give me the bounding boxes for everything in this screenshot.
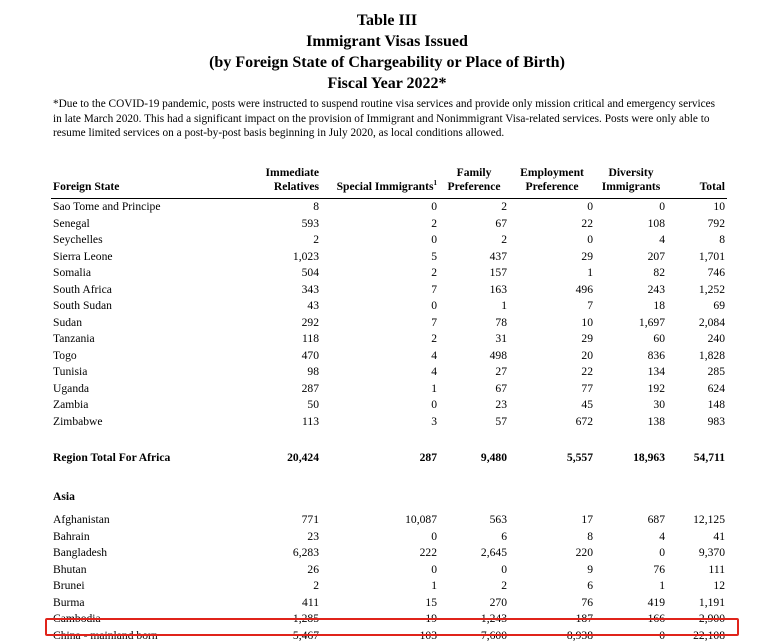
value-cell: 746 xyxy=(667,265,727,282)
value-cell: 1,243 xyxy=(439,611,509,628)
value-cell: 45 xyxy=(509,397,595,414)
value-cell: 983 xyxy=(667,414,727,431)
value-cell: 76 xyxy=(509,595,595,612)
table-row xyxy=(51,414,727,431)
value-cell: 43 xyxy=(241,298,321,315)
value-cell: 563 xyxy=(439,512,509,529)
value-cell: 243 xyxy=(595,282,667,299)
value-cell: 60 xyxy=(595,331,667,348)
value-cell: 1,828 xyxy=(667,348,727,365)
value-cell: 0 xyxy=(595,199,667,216)
value-cell: 1 xyxy=(439,298,509,315)
country-cell: Tanzania xyxy=(51,331,241,348)
table-row xyxy=(51,199,727,216)
value-cell: 18 xyxy=(595,298,667,315)
africa-rows xyxy=(51,199,727,431)
value-cell: 6,283 xyxy=(241,545,321,562)
value-cell: 98 xyxy=(241,364,321,381)
table-row xyxy=(51,298,727,315)
value-cell: 10 xyxy=(509,315,595,332)
table-row xyxy=(51,397,727,414)
value-cell: 2 xyxy=(241,232,321,249)
header-row xyxy=(51,166,727,199)
value-cell: 82 xyxy=(595,265,667,282)
table-row xyxy=(51,265,727,282)
covid-note: *Due to the COVID-19 pandemic, posts were instructed to suspend routine visa services and provide only mission critical and emergency services in late March 2020. This had a significant impact on the provision of Immigrant and Nonimmigrant Visa-related services. Posts were only able to resume limited services on a post-by-post basis beginning in July 2020, as local conditions allowed. xyxy=(53,97,723,141)
header-foreign-state: Foreign State xyxy=(51,166,241,199)
country-cell: Somalia xyxy=(51,265,241,282)
value-cell: 2,084 xyxy=(667,315,727,332)
header-special-immigrants: Special Immigrants$^1$ xyxy=(321,166,439,199)
value-cell: 166 xyxy=(595,611,667,628)
value-cell: 111 xyxy=(667,562,727,579)
country-cell: Seychelles xyxy=(51,232,241,249)
country-cell: Bahrain xyxy=(51,529,241,546)
table-row xyxy=(51,562,727,579)
value-cell: 1,252 xyxy=(667,282,727,299)
value-cell: 2 xyxy=(439,199,509,216)
value-cell: 15 xyxy=(321,595,439,612)
header-diversity-immigrants: Diversity Immigrants xyxy=(595,166,667,199)
value-cell: 0 xyxy=(321,529,439,546)
value-cell: 792 xyxy=(667,216,727,233)
value-cell: 0 xyxy=(439,562,509,579)
value-cell: 17 xyxy=(509,512,595,529)
table-row xyxy=(51,578,727,595)
value-cell: 222 xyxy=(321,545,439,562)
table-row xyxy=(51,232,727,249)
value-cell: 30 xyxy=(595,397,667,414)
table-row xyxy=(51,512,727,529)
value-cell: 1,701 xyxy=(667,249,727,266)
country-cell: South Sudan xyxy=(51,298,241,315)
value-cell: 2 xyxy=(439,232,509,249)
value-cell: 7 xyxy=(509,298,595,315)
value-cell: 220 xyxy=(509,545,595,562)
value-cell: 23 xyxy=(241,529,321,546)
value-cell: 8 xyxy=(509,529,595,546)
value-cell: 134 xyxy=(595,364,667,381)
value-cell: 10 xyxy=(667,199,727,216)
header-immediate-relatives: Immediate Relatives xyxy=(241,166,321,199)
value-cell: 3 xyxy=(321,414,439,431)
table-row xyxy=(51,381,727,398)
value-cell: 287 xyxy=(241,381,321,398)
value-cell: 1 xyxy=(321,381,439,398)
value-cell: 9 xyxy=(509,562,595,579)
value-cell: 0 xyxy=(595,628,667,644)
value-cell: 78 xyxy=(439,315,509,332)
value-cell: 836 xyxy=(595,348,667,365)
country-cell: Brunei xyxy=(51,578,241,595)
value-cell: 2,645 xyxy=(439,545,509,562)
table-row xyxy=(51,529,727,546)
value-cell: 504 xyxy=(241,265,321,282)
table-row xyxy=(51,315,727,332)
value-cell: 470 xyxy=(241,348,321,365)
value-cell: 496 xyxy=(509,282,595,299)
country-cell: Zimbabwe xyxy=(51,414,241,431)
value-cell: 8,938 xyxy=(509,628,595,644)
value-cell: 22 xyxy=(509,364,595,381)
value-cell: 31 xyxy=(439,331,509,348)
country-cell: Bhutan xyxy=(51,562,241,579)
table-row xyxy=(51,282,727,299)
value-cell: 8 xyxy=(241,199,321,216)
value-cell: 687 xyxy=(595,512,667,529)
header-total: Total xyxy=(667,166,727,199)
value-cell: 292 xyxy=(241,315,321,332)
value-cell: 1,285 xyxy=(241,611,321,628)
country-cell: China - mainland born xyxy=(51,628,241,644)
value-cell: 771 xyxy=(241,512,321,529)
value-cell: 0 xyxy=(321,199,439,216)
value-cell: 57 xyxy=(439,414,509,431)
value-cell: 0 xyxy=(509,199,595,216)
value-cell: 0 xyxy=(321,232,439,249)
value-cell: 0 xyxy=(321,562,439,579)
highlight-box xyxy=(45,618,739,636)
country-cell: Afghanistan xyxy=(51,512,241,529)
value-cell: 1,023 xyxy=(241,249,321,266)
table-row xyxy=(51,216,727,233)
value-cell: 103 xyxy=(321,628,439,644)
value-cell: 29 xyxy=(509,249,595,266)
value-cell: 1,697 xyxy=(595,315,667,332)
value-cell: 163 xyxy=(439,282,509,299)
value-cell: 187 xyxy=(509,611,595,628)
value-cell: 1 xyxy=(595,578,667,595)
country-cell: Senegal xyxy=(51,216,241,233)
value-cell: 7 xyxy=(321,282,439,299)
country-cell: Sierra Leone xyxy=(51,249,241,266)
asia-region-heading: Asia xyxy=(51,486,727,508)
value-cell: 7 xyxy=(321,315,439,332)
value-cell: 5 xyxy=(321,249,439,266)
value-cell: 20 xyxy=(509,348,595,365)
value-cell: 2 xyxy=(241,578,321,595)
value-cell: 240 xyxy=(667,331,727,348)
value-cell: 9,370 xyxy=(667,545,727,562)
header-employment-preference: Employment Preference xyxy=(509,166,595,199)
country-cell: Togo xyxy=(51,348,241,365)
value-cell: 27 xyxy=(439,364,509,381)
value-cell: 270 xyxy=(439,595,509,612)
value-cell: 12,125 xyxy=(667,512,727,529)
country-cell: Bangladesh xyxy=(51,545,241,562)
value-cell: 67 xyxy=(439,216,509,233)
country-cell: South Africa xyxy=(51,282,241,299)
value-cell: 2 xyxy=(321,216,439,233)
value-cell: 29 xyxy=(509,331,595,348)
value-cell: 77 xyxy=(509,381,595,398)
value-cell: 22,108 xyxy=(667,628,727,644)
value-cell: 1,191 xyxy=(667,595,727,612)
table-row xyxy=(51,331,727,348)
country-cell: Sudan xyxy=(51,315,241,332)
value-cell: 41 xyxy=(667,529,727,546)
value-cell: 498 xyxy=(439,348,509,365)
value-cell: 672 xyxy=(509,414,595,431)
value-cell: 108 xyxy=(595,216,667,233)
value-cell: 2 xyxy=(439,578,509,595)
africa-total-row: Region Total For Africa 20,424 287 9,480 5,557 18,963 54,711 xyxy=(51,447,727,469)
value-cell: 0 xyxy=(509,232,595,249)
value-cell: 50 xyxy=(241,397,321,414)
value-cell: 2 xyxy=(321,331,439,348)
value-cell: 624 xyxy=(667,381,727,398)
table-row xyxy=(51,249,727,266)
value-cell: 12 xyxy=(667,578,727,595)
header-family-preference: Family Preference xyxy=(439,166,509,199)
value-cell: 343 xyxy=(241,282,321,299)
table-row xyxy=(51,364,727,381)
value-cell: 285 xyxy=(667,364,727,381)
country-cell: Zambia xyxy=(51,397,241,414)
table-subtitle: (by Foreign State of Chargeability or Place of Birth) xyxy=(0,52,774,73)
country-cell: Burma xyxy=(51,595,241,612)
value-cell: 4 xyxy=(321,364,439,381)
value-cell: 207 xyxy=(595,249,667,266)
value-cell: 411 xyxy=(241,595,321,612)
value-cell: 4 xyxy=(595,529,667,546)
value-cell: 148 xyxy=(667,397,727,414)
value-cell: 76 xyxy=(595,562,667,579)
country-cell: Sao Tome and Principe xyxy=(51,199,241,216)
table-row xyxy=(51,545,727,562)
country-cell: Uganda xyxy=(51,381,241,398)
value-cell: 67 xyxy=(439,381,509,398)
value-cell: 1 xyxy=(321,578,439,595)
value-cell: 69 xyxy=(667,298,727,315)
value-cell: 138 xyxy=(595,414,667,431)
total-label: Region Total For Africa xyxy=(51,447,241,469)
title-block xyxy=(0,0,774,94)
value-cell: 4 xyxy=(595,232,667,249)
table-title: Immigrant Visas Issued xyxy=(0,31,774,52)
value-cell: 19 xyxy=(321,611,439,628)
value-cell: 157 xyxy=(439,265,509,282)
value-cell: 6 xyxy=(509,578,595,595)
value-cell: 0 xyxy=(595,545,667,562)
country-cell: Tunisia xyxy=(51,364,241,381)
country-cell: Cambodia xyxy=(51,611,241,628)
value-cell: 22 xyxy=(509,216,595,233)
value-cell: 5,467 xyxy=(241,628,321,644)
value-cell: 6 xyxy=(439,529,509,546)
value-cell: 2 xyxy=(321,265,439,282)
value-cell: 8 xyxy=(667,232,727,249)
value-cell: 7,600 xyxy=(439,628,509,644)
value-cell: 192 xyxy=(595,381,667,398)
value-cell: 0 xyxy=(321,298,439,315)
fiscal-year: Fiscal Year 2022* xyxy=(0,73,774,94)
value-cell: 437 xyxy=(439,249,509,266)
value-cell: 419 xyxy=(595,595,667,612)
visa-table xyxy=(51,166,727,644)
value-cell: 118 xyxy=(241,331,321,348)
table-number: Table III xyxy=(0,10,774,31)
value-cell: 4 xyxy=(321,348,439,365)
value-cell: 23 xyxy=(439,397,509,414)
value-cell: 10,087 xyxy=(321,512,439,529)
value-cell: 113 xyxy=(241,414,321,431)
value-cell: 0 xyxy=(321,397,439,414)
value-cell: 1 xyxy=(509,265,595,282)
value-cell: 26 xyxy=(241,562,321,579)
value-cell: 593 xyxy=(241,216,321,233)
table-row xyxy=(51,348,727,365)
table-row xyxy=(51,595,727,612)
value-cell: 2,900 xyxy=(667,611,727,628)
